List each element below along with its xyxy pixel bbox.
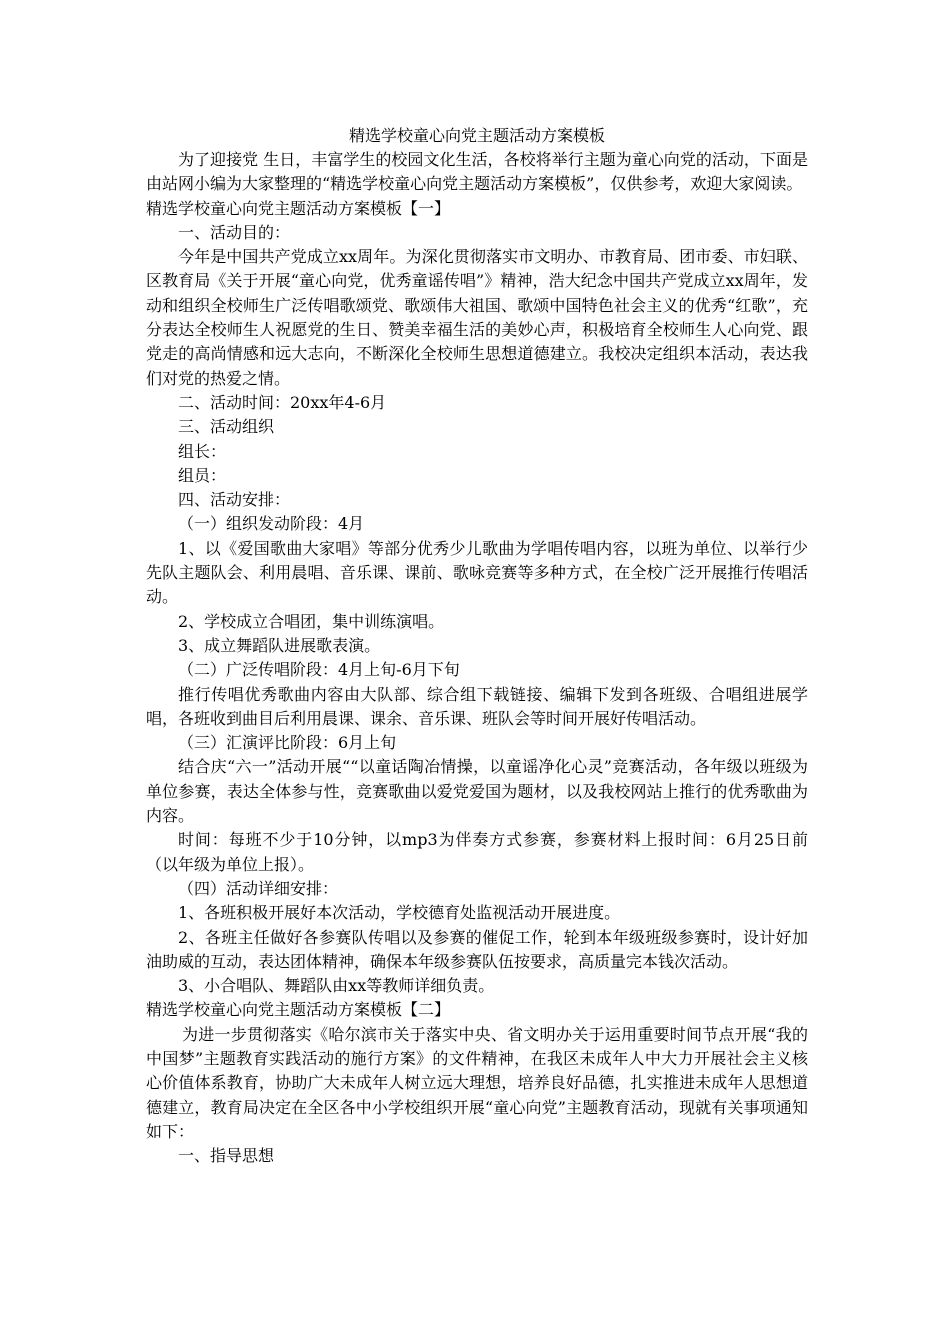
paragraph: 2、学校成立合唱团，集中训练演唱。 (178, 611, 445, 631)
paragraph: 一、活动目的： (178, 222, 291, 242)
paragraph: （四）活动详细安排： (178, 878, 339, 898)
paragraph: 组长： (178, 441, 227, 461)
paragraph: 1、以《爱国歌曲大家唱》等部分优秀少儿歌曲为学唱传唱内容，以班为单位、以举行少先队主题队会、利用晨唱、音乐课、课前、歌咏竞赛等多种方式，在全校广泛开展推行传唱活动。 (146, 538, 808, 607)
paragraph: 二、活动时间：20xx年4-6月 (178, 392, 387, 412)
paragraph-list (146, 148, 808, 1168)
section-heading: 精选学校童心向党主题活动方案模板【一】 (146, 198, 451, 218)
paragraph: 推行传唱优秀歌曲内容由大队部、综合组下载链接、编辑下发到各班级、合唱组进展学唱，各班收到曲目后利用晨课、课余、音乐课、班队会等时间开展好传唱活动。 (146, 684, 808, 728)
paragraph: 三、活动组织 (178, 417, 275, 437)
paragraph: 1、各班积极开展好本次活动，学校德育处监视活动开展进度。 (178, 903, 621, 923)
paragraph: 一、指导思想 (178, 1146, 275, 1166)
section-heading: 精选学校童心向党主题活动方案模板【二】 (146, 1000, 451, 1020)
paragraph: 组员： (178, 465, 227, 485)
paragraph: （二）广泛传唱阶段：4月上旬-6月下旬 (178, 660, 460, 680)
paragraph: 四、活动安排： (178, 490, 291, 510)
document-title: 精选学校童心向党主题活动方案模板 (348, 126, 605, 145)
paragraph: 3、成立舞蹈队进展歌表演。 (178, 635, 381, 655)
paragraph: 2、各班主任做好各参赛队传唱以及参赛的催促工作，轮到本年级班级参赛时，设计好加油助威的互动，表达团体精神，确保本年级参赛队伍按要求，高质量完本钱次活动。 (146, 927, 808, 971)
paragraph: 时间：每班不少于10分钟，以mp3为伴奏方式参赛，参赛材料上报时间：6月25日前（以年级为单位上报）。 (146, 830, 808, 874)
paragraph: 结合庆“六一”活动开展““以童话陶冶情操，以童谣净化心灵”竞赛活动，各年级以班级为单位参赛，表达全体参与性，竞赛歌曲以爱党爱国为题材，以及我校网站上推行的优秀歌曲为内容。 (146, 757, 808, 826)
paragraph: 今年是中国共产党成立xx周年。为深化贯彻落实市文明办、市教育局、团市委、市妇联、区教育局《关于开展“童心向党，优秀童谣传唱”》精神，浩大纪念中国共产党成立xx周年，发动和组织全校师生广泛传唱歌颂党、歌颂伟大祖国、歌颂中国特色社会主义的优秀“红歌”，充分表达全校师生人祝愿党的生日、赞美幸福生活的美妙心声，积极培育全校师生人心向党、跟党走的高尚情感和远大志向，不断深化全校师生思想道德建立。我校决定组织本活动，表达我们对党的热爱之情。 (146, 247, 808, 388)
paragraph: 为进一步贯彻落实《哈尔滨市关于落实中央、省文明办关于运用重要时间节点开展“我的中国梦”主题教育实践活动的施行方案》的文件精神，在我区未成年人中大力开展社会主义核心价值体系教育，协助广大未成年人树立远大理想，培养良好品德，扎实推进未成年人思想道德建立，教育局决定在全区各中小学校组织开展“童心向党”主题教育活动，现就有关事项通知如下： (146, 1024, 808, 1141)
paragraph: 3、小合唱队、舞蹈队由xx等教师详细负责。 (178, 976, 495, 996)
paragraph: （三）汇演评比阶段：6月上旬 (178, 733, 397, 753)
paragraph: 为了迎接党 生日，丰富学生的校园文化生活，各校将举行主题为童心向党的活动，下面是由站网小编为大家整理的“精选学校童心向党主题活动方案模板”，仅供参考，欢迎大家阅读。 (146, 150, 808, 194)
paragraph: （一）组织发动阶段：4月 (178, 514, 365, 534)
document-body (146, 124, 808, 1168)
